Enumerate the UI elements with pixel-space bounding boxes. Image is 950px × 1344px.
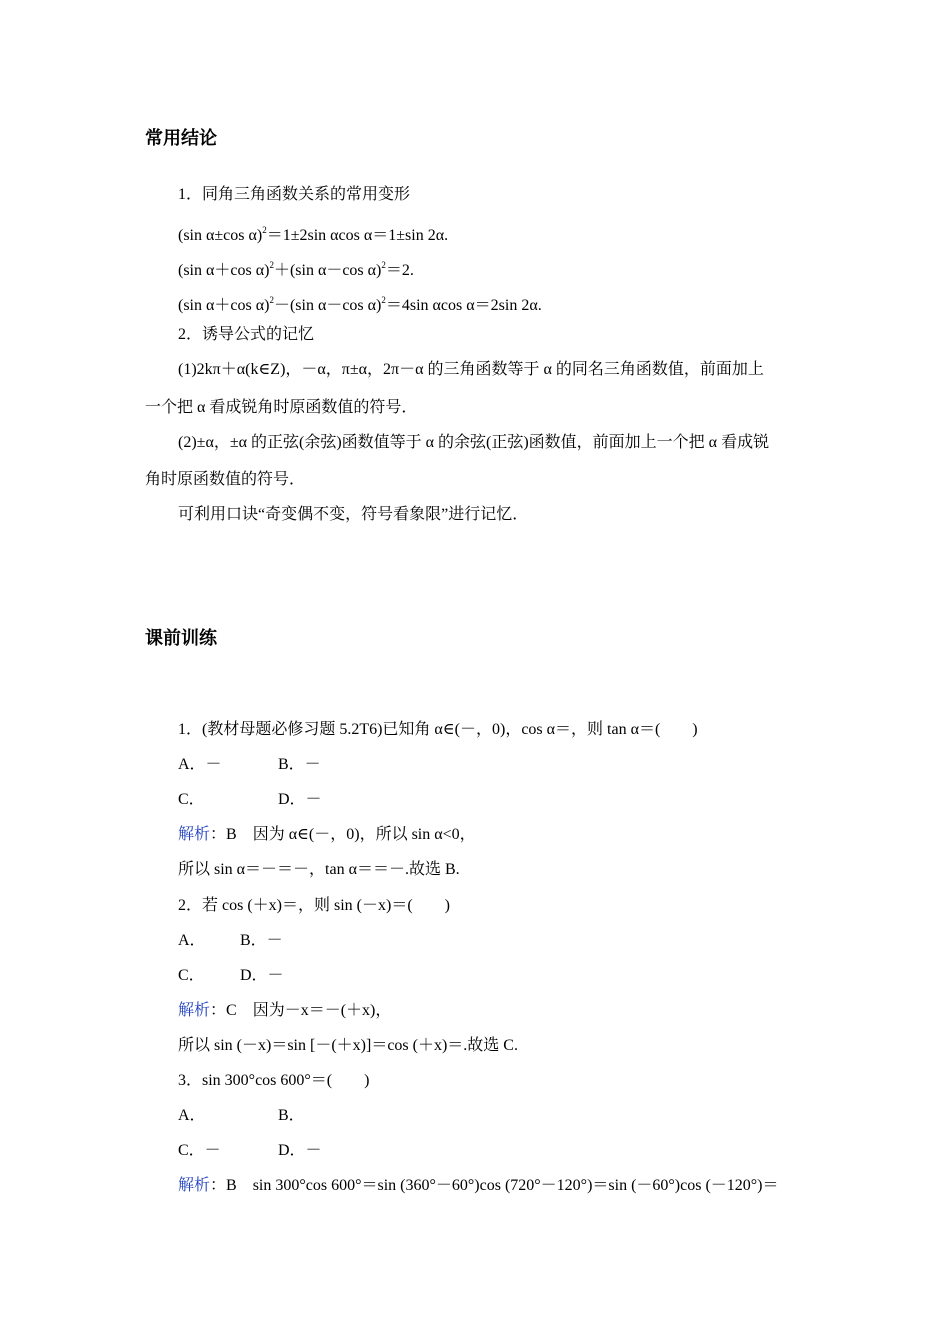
conclusion-heading-1: 1．同角三角函数关系的常用变形 [178,186,411,203]
paragraph-line: 可利用口诀“奇变偶不变，符号看象限”进行记忆． [178,506,529,523]
formula-text: (sin α±cos α) [178,227,263,244]
solution-text: ：B sin 300°cos 600°＝sin (360°－60°)cos (720°－120°)＝sin (－60°)cos (－120°)＝ [210,1177,779,1194]
solution-line [178,1176,779,1196]
option-d: D．－ [278,1142,322,1159]
solution-line: 所以 sin (－x)＝sin [－(＋x)]＝cos (＋x)＝.故选 C. [178,1037,518,1054]
formula-text: (sin α＋cos α) [178,262,270,279]
paragraph-line: (2)±α，±α 的正弦(余弦)函数值等于 α 的余弦(正弦)函数值，前面加上一个把 α 看成锐 [178,434,770,451]
solution-line [178,1001,391,1021]
solution-line: 所以 sin α＝－＝－，tan α＝＝－.故选 B. [178,861,460,878]
superscript: 2 [381,260,386,270]
solution-text: ：C 因为－x＝－(＋x)， [210,1002,392,1019]
solution-label: 解析 [178,826,211,843]
formula-text: ＝4sin αcos α＝2sin 2α. [385,297,542,314]
solution-text: ：B 因为 α∈(－，0)，所以 sin α<0， [210,826,476,843]
formula-text: (sin α＋cos α) [178,297,270,314]
question-1: 1．(教材母题必修习题 5.2T6)已知角 α∈(－，0)，cos α＝，则 tan α＝( ) [178,721,698,738]
formula-text: ＝1±2sin αcos α＝1±sin 2α. [266,227,449,244]
option-b: B．－ [240,932,283,949]
options-row [178,755,321,775]
paragraph-line: (1)2kπ＋α(k∈Z)，－α，π±α，2π－α 的三角函数等于 α 的同名三角函数值，前面加上 [178,361,764,378]
paragraph-line: 一个把 α 看成锐角时原函数值的符号． [145,399,418,416]
option-c: C． [178,967,205,984]
options-row [178,1106,305,1126]
option-b: B． [278,1107,305,1124]
options-row [178,790,322,810]
solution-label: 解析 [178,1002,211,1019]
superscript: 2 [269,260,274,270]
question-3: 3．sin 300°cos 600°＝( ) [178,1072,370,1089]
option-d: D．－ [278,791,322,808]
section-title-training: 课前训练 [145,628,217,649]
option-a: A．－ [178,756,222,773]
superscript: 2 [269,295,274,305]
formula-text: ＝2. [385,262,414,279]
paragraph-line: 角时原函数值的符号． [145,471,306,488]
superscript: 2 [381,295,386,305]
conclusion-heading-2: 2．诱导公式的记忆 [178,326,315,343]
options-row [178,1141,322,1161]
option-d: D．－ [240,967,284,984]
formula-line-2 [178,255,414,281]
solution-line [178,825,476,845]
option-c: C．－ [178,1142,221,1159]
option-b: B．－ [278,756,321,773]
superscript: 2 [262,225,267,235]
section-title-conclusions: 常用结论 [145,128,217,149]
option-a: A． [178,1107,206,1124]
formula-text: ＋(sin α－cos α) [273,262,382,279]
formula-line-1 [178,220,448,246]
option-a: A． [178,932,206,949]
options-row [178,931,283,951]
formula-line-3 [178,290,542,316]
option-c: C． [178,791,205,808]
formula-text: －(sin α－cos α) [273,297,382,314]
question-2: 2．若 cos (＋x)＝，则 sin (－x)＝( ) [178,897,450,914]
solution-label: 解析 [178,1177,211,1194]
options-row [178,966,284,986]
